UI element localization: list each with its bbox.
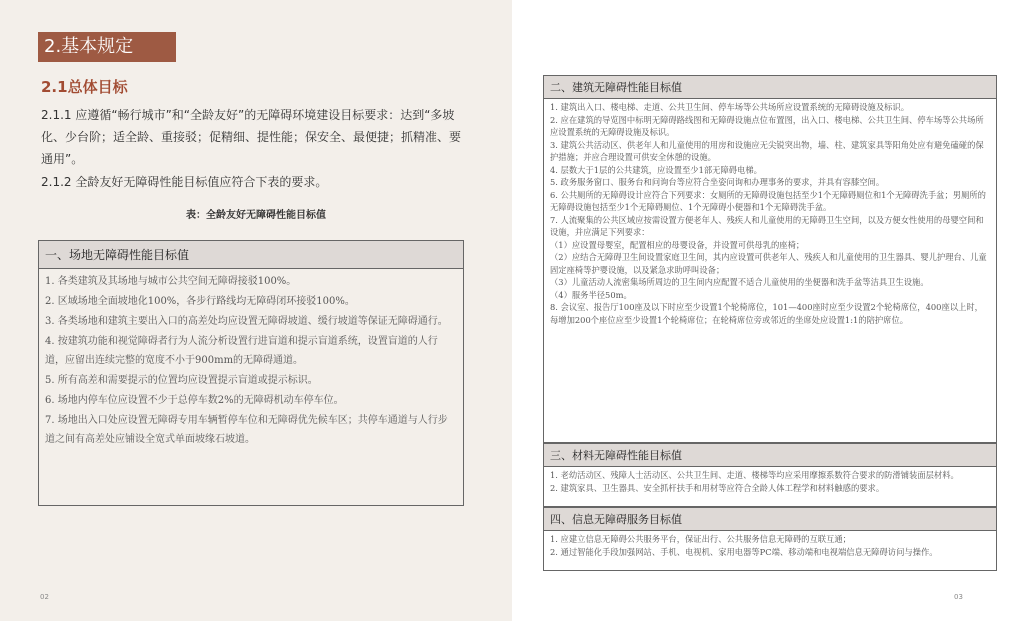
- table-body: [544, 467, 996, 496]
- table-item: 1. 老幼活动区、残障人士活动区、公共卫生间、走道、楼梯等均应采用摩擦系数符合要求的防滑铺装面层材料。: [550, 470, 959, 480]
- table-item: （2）应结合无障碍卫生间设置家庭卫生间，其内应设置可供老年人、残疾人和儿童使用的卫生器具、婴儿护理台、儿童固定座椅等护婴设施，以及紧急求助呼叫设备；: [550, 252, 987, 275]
- table-body: [39, 269, 463, 452]
- table-item: 3. 建筑公共活动区、供老年人和儿童使用的用房和设施应无尖锐突出物，墙、柱、建筑家具等阳角处应有避免磕碰的保护措施；并应合理设置可供安全休憩的设施。: [550, 139, 984, 162]
- table-item: 2. 通过智能化手段加强网站、手机、电视机、家用电器等PC端、移动端和电视端信息无障碍访问与操作。: [550, 546, 938, 557]
- table-item: 7. 人流聚集的公共区域应按需设置方便老年人、残疾人和儿童使用的无障碍卫生空间，以及方便女性使用的母婴空间和设施，并应满足下列要求：: [550, 214, 984, 237]
- site-performance-table: [38, 240, 464, 506]
- paragraph-2-1-2: 2.1.2 全龄友好无障碍性能目标值应符合下表的要求。: [41, 175, 328, 189]
- table-item: 2. 应在建筑的导览图中标明无障碍路线图和无障碍设施点位布置图，出入口、楼电梯、公共卫生间、停车场等公共场所应设置系统的无障碍设施及标识。: [550, 114, 984, 137]
- building-performance-table: [543, 75, 997, 443]
- table-item: 4. 层数大于1层的公共建筑，应设置至少1部无障碍电梯。: [550, 164, 762, 175]
- table-header: 四、信息无障碍服务目标值: [544, 508, 996, 531]
- table-item: 1. 应建立信息无障碍公共服务平台，保证出行、公共服务信息无障碍的互联互通；: [550, 534, 851, 544]
- material-performance-table: [543, 443, 997, 507]
- table-item: 5. 政务服务窗口、服务台和问询台等应符合坐姿问询和办理事务的要求，并具有容膝空间。: [550, 177, 885, 187]
- table-caption: 表：全龄友好无障碍性能目标值: [186, 210, 326, 221]
- table-header: 一、场地无障碍性能目标值: [39, 241, 463, 269]
- page-number: 02: [40, 593, 49, 601]
- table-item: （1）应设置母婴室，配置相应的母婴设备，并设置可供母乳的座椅；: [550, 239, 805, 250]
- table-body: [544, 99, 996, 328]
- table-item: 5. 所有高差和需要提示的位置均应设置提示盲道或提示标识。: [45, 375, 318, 386]
- table-item: （4）服务半径50m。: [550, 289, 632, 300]
- paragraph-2-1-1: 2.1.1 应遵循“畅行城市”和“全龄友好”的无障碍环境建设目标要求：达到“多坡化、少台阶；适全龄、重接驳；促精细、提性能；保安全、最便捷；抓精准、要通用”。: [41, 108, 462, 166]
- table-item: 4. 按建筑功能和视觉障碍者行为人流分析设置行进盲道和提示盲道系统，设置盲道的人行道，应留出连续完整的宽度不小于900mm的无障碍通道。: [45, 336, 438, 366]
- table-header: 三、材料无障碍性能目标值: [544, 444, 996, 467]
- table-item: 1. 建筑出入口、楼电梯、走道、公共卫生间、停车场等公共场所应设置系统的无障碍设施及标识。: [550, 102, 910, 112]
- page-number: 03: [954, 593, 963, 601]
- information-service-table: [543, 507, 997, 571]
- section-title: 2.基本规定: [38, 32, 176, 62]
- table-item: 7. 场地出入口处应设置无障碍专用车辆暂停车位和无障碍优先候车区；共停车通道与人行步道之间有高差处应铺设全宽式单面坡缘石坡道。: [45, 415, 448, 445]
- table-item: 1. 各类建筑及其场地与城市公共空间无障碍接驳100%。: [45, 276, 297, 287]
- table-item: 6. 场地内停车位应设置不少于总停车数2%的无障碍机动车停车位。: [45, 395, 344, 406]
- table-header: 二、建筑无障碍性能目标值: [544, 76, 996, 99]
- table-item: 3. 各类场地和建筑主要出入口的高差处均应设置无障碍坡道、缓行坡道等保证无障碍通行。: [45, 316, 448, 327]
- table-item: 8. 会议室、报告厅100座及以下时应至少设置1个轮椅席位，101—400座时应至少设置2个轮椅席位，400座以上时，每增加200个座位应至少设置1个轮椅席位；在轮椅席位旁或邻近的坐席处应设置1:1的陪护席位。: [550, 302, 983, 325]
- table-body: [544, 531, 996, 560]
- table-item: （3）儿童活动人流密集场所周边的卫生间内应配置不适合儿童使用的坐便器和洗手盆等洁具卫生设施。: [550, 277, 929, 287]
- subsection-title: 2.1总体目标: [41, 78, 128, 96]
- table-item: 2. 建筑家具、卫生器具、安全抓杆扶手和用材等应符合全龄人体工程学和材料触感的要求。: [550, 482, 885, 493]
- table-item: 2. 区域场地全面坡地化100%，各步行路线均无障碍闭环接驳100%。: [45, 296, 355, 307]
- table-item: 6. 公共厕所的无障碍设计应符合下列要求：女厕所的无障碍设施包括至少1个无障碍厕位和1个无障碍洗手盆；男厕所的无障碍设施包括至少1个无障碍厕位、1个无障碍小便器和1个无障碍洗手盆。: [550, 189, 986, 212]
